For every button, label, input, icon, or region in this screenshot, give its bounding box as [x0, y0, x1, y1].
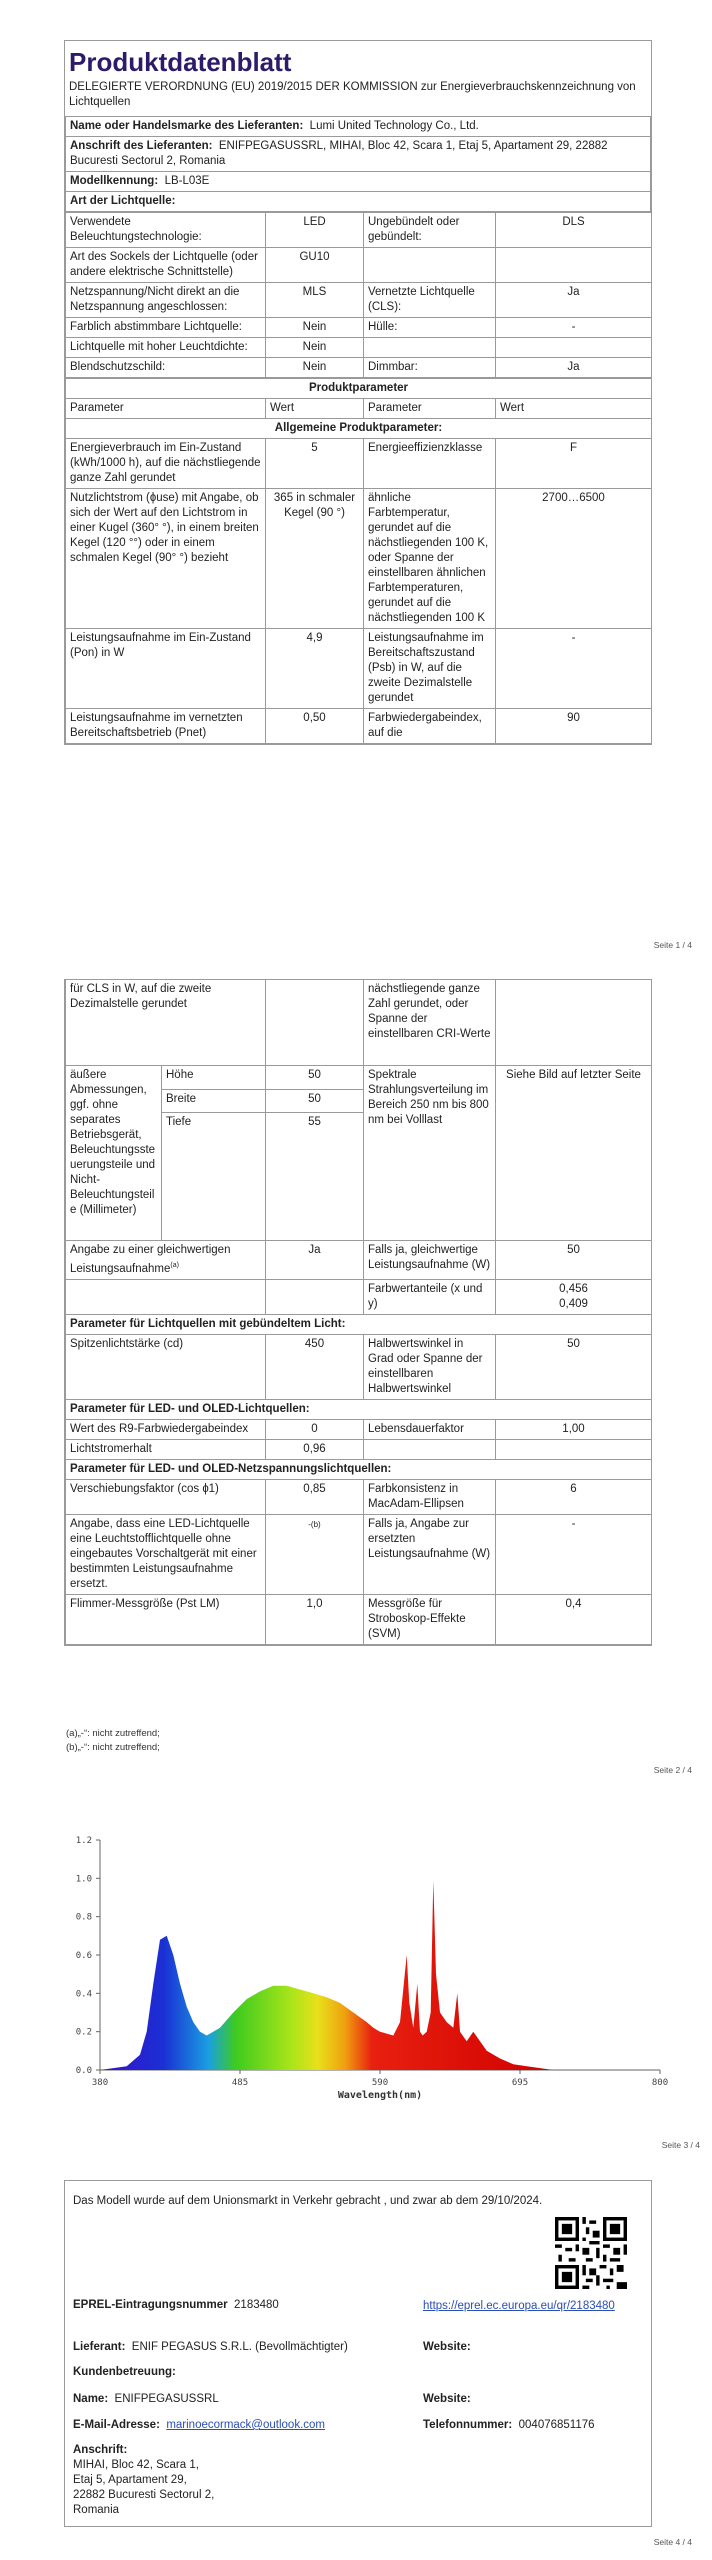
param-label: Leistungsaufnahme im vernetzten Bereitschaftsbetrieb (Pnet): [66, 709, 266, 744]
param-label: Energieeffizienzklasse: [364, 439, 496, 489]
address-line: Etaj 5, Apartament 29,: [73, 2474, 187, 2486]
empty-cell: [266, 980, 364, 1066]
spectral-label: Spektrale Strahlungsverteilung im Bereich 250 nm bis 800 nm bei Volllast: [364, 1066, 496, 1241]
cos-value: 0,85: [266, 1479, 364, 1514]
product-sheet-page1: [64, 40, 652, 745]
footnotes: [66, 1727, 160, 1755]
param-label: Lichtquelle mit hoher Leuchtdichte:: [66, 338, 266, 358]
param-value: MLS: [266, 283, 364, 318]
supplier-table: [65, 116, 651, 212]
address-block: [73, 2443, 214, 2518]
page-4: [0, 2180, 712, 2560]
param-value: Nein: [266, 318, 364, 338]
svm-value: 0,4: [496, 1594, 652, 1644]
param-value: 0,50: [266, 709, 364, 744]
light-type-row: [66, 318, 652, 338]
supplier-row: [73, 2341, 348, 2353]
supplier-name-cell: [66, 117, 651, 137]
empty-cell: [66, 1279, 266, 1314]
equiv-label: [66, 1241, 266, 1280]
light-type-row: [66, 248, 652, 283]
param-label: Farblich abstimmbare Lichtquelle:: [66, 318, 266, 338]
page-number: Seite 1 / 4: [653, 940, 692, 950]
page-number: Seite 4 / 4: [653, 2537, 692, 2547]
x-tick-label: 590: [371, 2078, 389, 2088]
param-label: Nutzlichtstrom (ɸuse) mit Angabe, ob sich der Wert auf den Lichtstrom in einer Kugel (360° °), in einem breiten Kegel (120 °°) oder in einem schmalen Kegel (90° °) bezieht: [66, 489, 266, 629]
y-tick-label: 0.4: [75, 1989, 92, 2000]
spectral-chart: [40, 1820, 700, 2150]
model-cell: [66, 172, 651, 192]
param-label: Leistungsaufnahme im Ein-Zustand (Pon) in W: [66, 629, 266, 709]
x-tick-label: 695: [511, 2078, 529, 2088]
eprel-value: 2183480: [234, 2299, 279, 2311]
eprel-row: [73, 2299, 279, 2311]
product-param-row: [66, 629, 652, 709]
svm-label: Messgröße für Stroboskop-Effekte (SVM): [364, 1594, 496, 1644]
x-tick-label: 800: [651, 2078, 669, 2088]
footnote-b: (b)„-“: nicht zutreffend;: [66, 1742, 160, 1753]
name-row: [73, 2393, 219, 2405]
replace-power-label: Falls ja, Angabe zur ersetzten Leistungsaufnahme (W): [364, 1514, 496, 1594]
model-value: LB-L03E: [164, 175, 210, 187]
equiv-power-value: 50: [496, 1241, 652, 1280]
website2-label: [423, 2393, 471, 2405]
param-label: Dimmbar:: [364, 358, 496, 378]
address-label: Anschrift:: [73, 2444, 128, 2456]
life-value: 1,00: [496, 1419, 652, 1439]
param-label: Energieverbrauch im Ein-Zustand (kWh/1000 h), auf die nächstliegende ganze Zahl gerundet: [66, 439, 266, 489]
peak-label: Spitzenlichtstärke (cd): [66, 1334, 266, 1399]
y-tick-label: 1.0: [75, 1874, 92, 1885]
y-tick-label: 0.0: [75, 2066, 92, 2076]
param-label: Vernetzte Lichtquelle (CLS):: [364, 283, 496, 318]
directional-title: Parameter für Lichtquellen mit gebündeltem Licht:: [66, 1314, 652, 1334]
peak-value: 450: [266, 1334, 364, 1399]
page-2: [0, 975, 712, 1775]
y-tick-label: 0.8: [75, 1912, 92, 1923]
phone-label: Telefonnummer:: [423, 2419, 513, 2431]
equiv-power-label: Falls ja, gleichwertige Leistungsaufnahme (W): [364, 1241, 496, 1280]
macadam-value: 6: [496, 1479, 652, 1514]
product-sheet-page2: [64, 979, 652, 1646]
regulation-subtitle: DELEGIERTE VERORDNUNG (EU) 2019/2015 DER KOMMISSION zur Energieverbrauchskennzeichnung von Lichtquellen: [69, 81, 636, 108]
product-params-title: Produktparameter: [66, 379, 652, 399]
r9-label: Wert des R9-Farbwiedergabeindex: [66, 1419, 266, 1439]
x-axis-label: Wavelength(nm): [337, 2090, 423, 2101]
param-value: 2700…6500: [496, 489, 652, 629]
param-value: [496, 248, 652, 283]
product-param-row: [66, 489, 652, 629]
life-label: Lebensdauerfaktor: [364, 1419, 496, 1439]
param-label: Blendschutzschild:: [66, 358, 266, 378]
page-number: Seite 2 / 4: [653, 1765, 692, 1775]
spectral-value: Siehe Bild auf letzter Seite: [496, 1066, 652, 1241]
chroma-label: Farbwertanteile (x und y): [364, 1279, 496, 1314]
param-value: Nein: [266, 338, 364, 358]
param-label: Hülle:: [364, 318, 496, 338]
standby-cont-label: für CLS in W, auf die zweite Dezimalstelle gerundet: [66, 980, 266, 1066]
col-header-value: Wert: [266, 399, 364, 419]
supplier-address-label: Anschrift des Lieferanten:: [70, 140, 213, 152]
product-param-row: [66, 709, 652, 744]
param-value: Ja: [496, 358, 652, 378]
name-label: Name:: [73, 2393, 109, 2405]
y-tick-label: 1.2: [75, 1836, 92, 1846]
dim-depth-value: 55: [266, 1113, 364, 1241]
flicker-label: Flimmer-Messgröße (Pst LM): [66, 1594, 266, 1644]
customer-label: [73, 2366, 176, 2378]
replace-value: -(b): [266, 1514, 364, 1594]
param-value: 4,9: [266, 629, 364, 709]
address-line: MIHAI, Bloc 42, Scara 1,: [73, 2459, 199, 2471]
cri-cont-label: nächstliegende ganze Zahl gerundet, oder Spanne der einstellbaren CRI-Werte: [364, 980, 496, 1066]
supplier-label: Lieferant:: [73, 2341, 126, 2353]
supplier-address-value: ENIFPEGASUSSRL, MIHAI, Bloc 42, Scara 1, Etaj 5, Apartament 29, 22882 Bucuresti Sectorul 2, Romania: [70, 140, 608, 167]
qr-code-icon[interactable]: [555, 2217, 627, 2289]
website2-label-text: Website:: [423, 2393, 471, 2405]
col-header-param-2: Parameter: [364, 399, 496, 419]
spectrum-area: [100, 1880, 553, 2070]
param-value: GU10: [266, 248, 364, 283]
email-label: E-Mail-Adresse:: [73, 2419, 160, 2431]
dim-height-value: 50: [266, 1066, 364, 1090]
supplier-name-label: Name oder Handelsmarke des Lieferanten:: [70, 120, 304, 132]
empty-cell: [496, 980, 652, 1066]
website-label-text: Website:: [423, 2341, 471, 2353]
param-value: Ja: [496, 283, 652, 318]
param-value: -: [496, 318, 652, 338]
param-value: Nein: [266, 358, 364, 378]
led-title: Parameter für LED- und OLED-Lichtquellen:: [66, 1399, 652, 1419]
name-value: ENIFPEGASUSSRL: [114, 2393, 219, 2405]
empty-cell: [364, 1439, 496, 1459]
param-label: Leistungsaufnahme im Bereitschaftszustand (Psb) in W, auf die zweite Dezimalstelle gerundet: [364, 629, 496, 709]
page2-table: [65, 979, 652, 1645]
r9-value: 0: [266, 1419, 364, 1439]
light-type-table: [65, 212, 652, 378]
customer-label-text: Kundenbetreuung:: [73, 2366, 176, 2378]
param-label: [364, 338, 496, 358]
x-tick-label: 380: [91, 2078, 109, 2088]
market-date-text: Das Modell wurde auf dem Unionsmarkt in Verkehr gebracht , und zwar ab dem 29/10/2024.: [73, 2195, 543, 2207]
param-value: DLS: [496, 213, 652, 248]
phone-value: 004076851176: [518, 2419, 595, 2431]
light-type-title: Art der Lichtquelle:: [66, 192, 651, 212]
email-link[interactable]: marinoecormack@outlook.com: [166, 2419, 325, 2431]
col-header-param: Parameter: [66, 399, 266, 419]
address-line: 22882 Bucuresti Sectorul 2,: [73, 2489, 215, 2501]
email-row: [73, 2419, 325, 2431]
y-tick-label: 0.2: [75, 2027, 92, 2038]
beam-value: 50: [496, 1334, 652, 1399]
param-label: Art des Sockels der Lichtquelle (oder andere elektrische Schnittstelle): [66, 248, 266, 283]
equiv-value: Ja: [266, 1241, 364, 1280]
chroma-x: 0,456: [559, 1282, 588, 1295]
light-type-row: [66, 338, 652, 358]
param-label: ähnliche Farbtemperatur, gerundet auf die nächstliegenden 100 K, oder Spanne der einstellbaren ähnlichen Farbtemperaturen, gerundet auf die nächstliegenden 100 K: [364, 489, 496, 629]
mains-title: Parameter für LED- und OLED-Netzspannungslichtquellen:: [66, 1459, 652, 1479]
footnote-a: (a)„-“: nicht zutreffend;: [66, 1728, 160, 1739]
supplier-value: ENIF PEGASUS S.R.L. (Bevollmächtigter): [131, 2341, 348, 2353]
chroma-value: [496, 1279, 652, 1314]
model-label: Modellkennung:: [70, 175, 159, 187]
dim-width-label: Breite: [162, 1089, 266, 1113]
footnote-mark-a: (a): [170, 1262, 179, 1269]
address-line: Romania: [73, 2504, 120, 2516]
light-type-row: [66, 358, 652, 378]
param-label: [364, 248, 496, 283]
supplier-address-cell: [66, 137, 651, 172]
dim-depth-label: Tiefe: [162, 1113, 266, 1241]
equiv-label-text: Angabe zu einer gleichwertigen Leistungsaufnahme: [70, 1244, 231, 1275]
contact-sheet: [64, 2180, 652, 2527]
beam-label: Halbwertswinkel in Grad oder Spanne der einstellbaren Halbwertswinkel: [364, 1334, 496, 1399]
param-value: 90: [496, 709, 652, 744]
replace-power-value: -: [496, 1514, 652, 1594]
product-params-table: [65, 378, 652, 744]
param-label: Farbwiedergabeindex, auf die: [364, 709, 496, 744]
param-label: Verwendete Beleuchtungstechnologie:: [66, 213, 266, 248]
macadam-label: Farbkonsistenz in MacAdam-Ellipsen: [364, 1479, 496, 1514]
chroma-y: 0,409: [559, 1297, 588, 1310]
replace-label: Angabe, dass eine LED-Lichtquelle eine Leuchtstofflichtquelle ohne eingebautes Vorschaltgerät mit einer bestimmten Leistungsaufnahme ersetzt.: [66, 1514, 266, 1594]
lum-value: 0,96: [266, 1439, 364, 1459]
website-label: [423, 2341, 471, 2353]
light-type-row: [66, 283, 652, 318]
param-value: F: [496, 439, 652, 489]
dim-height-label: Höhe: [162, 1066, 266, 1090]
cos-label: Verschiebungsfaktor (cos ɸ1): [66, 1479, 266, 1514]
empty-cell: [496, 1439, 652, 1459]
page-1: [0, 0, 712, 960]
empty-cell: [266, 1279, 364, 1314]
supplier-name-value: Lumi United Technology Co., Ltd.: [309, 120, 479, 132]
param-value: [496, 338, 652, 358]
param-value: 5: [266, 439, 364, 489]
col-header-value-2: Wert: [496, 399, 652, 419]
product-param-row: [66, 439, 652, 489]
dimensions-label: äußere Abmessungen, ggf. ohne separates Betriebsgerät, Beleuchtungssteuerungsteile und Nicht-Beleuchtungsteile (Millimeter): [66, 1066, 162, 1241]
general-params-title: Allgemeine Produktparameter:: [66, 419, 652, 439]
dim-width-value: 50: [266, 1089, 364, 1113]
param-value: -: [496, 629, 652, 709]
param-value: 365 in schmaler Kegel (90 °): [266, 489, 364, 629]
param-label: Ungebündelt oder gebündelt:: [364, 213, 496, 248]
spectral-chart-svg: [40, 1820, 680, 2120]
y-tick-label: 0.6: [75, 1951, 92, 1961]
flicker-value: 1,0: [266, 1594, 364, 1644]
param-label: Netzspannung/Nicht direkt an die Netzspannung angeschlossen:: [66, 283, 266, 318]
eprel-link[interactable]: https://eprel.ec.europa.eu/qr/2183480: [423, 2300, 615, 2312]
param-value: LED: [266, 213, 364, 248]
page-number: Seite 3 / 4: [661, 2140, 700, 2150]
x-tick-label: 485: [231, 2078, 249, 2088]
phone-row: [423, 2419, 595, 2431]
eprel-label: EPREL-Eintragungsnummer: [73, 2299, 228, 2311]
lum-label: Lichtstromerhalt: [66, 1439, 266, 1459]
page-title: Produktdatenblatt: [69, 47, 292, 77]
light-type-row: [66, 213, 652, 248]
